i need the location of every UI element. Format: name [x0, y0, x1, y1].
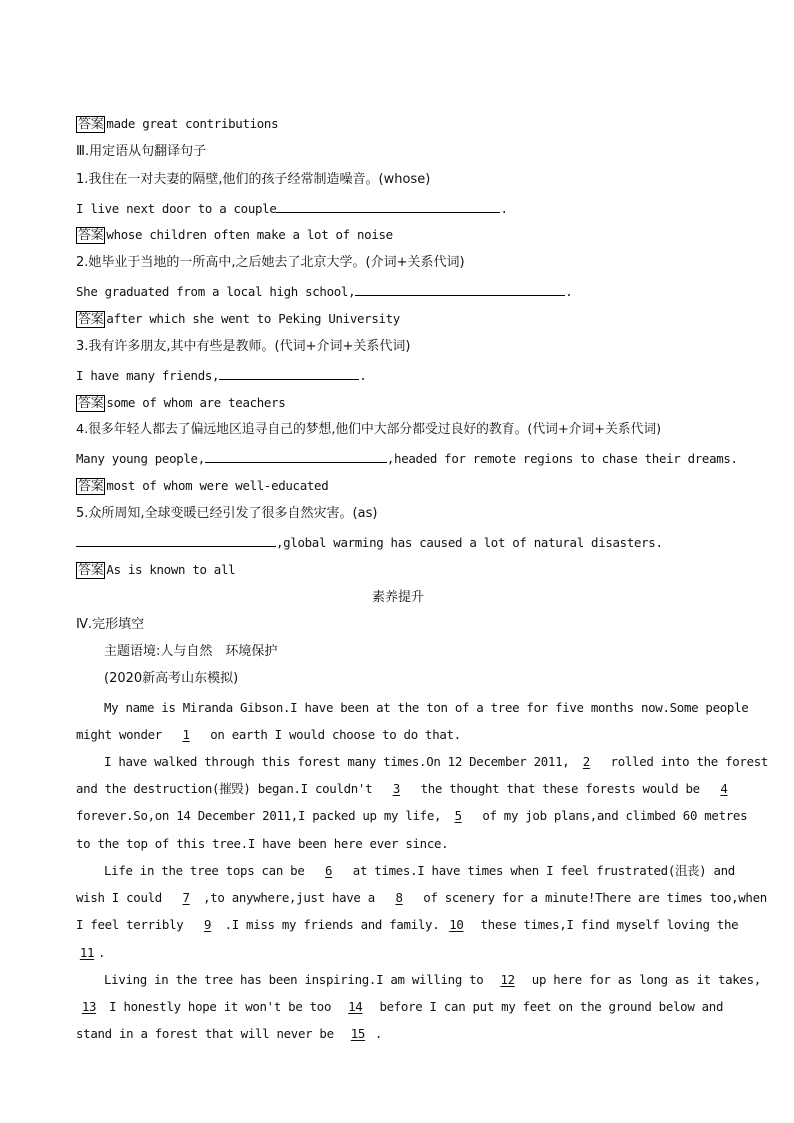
blank-14: 14 — [348, 999, 363, 1014]
answer-line-1 — [76, 226, 720, 244]
passage-text: . — [374, 1026, 383, 1041]
blank-3: 3 — [392, 781, 400, 796]
passage-line — [76, 998, 724, 1016]
passage-line: My name is Miranda Gibson.I have been at the ton of a tree for five months now.Some people — [104, 700, 749, 715]
answer-text: most of whom were well-educated — [106, 478, 329, 493]
passage-line — [76, 780, 728, 798]
question-1-english: I live next door to a couple . — [76, 201, 508, 216]
passage-line — [76, 944, 720, 962]
question-text: She graduated from a local high school, — [76, 284, 356, 299]
answer-blank — [355, 282, 565, 296]
question-text-tail: ,headed for remote regions to chase their dreams. — [386, 451, 738, 466]
answer-tag: 答案 — [78, 396, 104, 411]
blank-10: 10 — [449, 917, 464, 932]
answer-line-3 — [76, 394, 720, 412]
answer-text: some of whom are teachers — [106, 395, 286, 410]
answer-line-0 — [76, 115, 720, 133]
answer-text: As is known to all — [106, 562, 236, 577]
answer-tag: 答案 — [78, 312, 104, 327]
blank-13: 13 — [81, 999, 97, 1014]
passage-text: I have walked through this forest many times.On 12 December 2011, — [104, 754, 570, 769]
passage-text: I honestly hope it won't be too — [102, 999, 339, 1014]
passage-text: up here for as long as it takes, — [524, 972, 761, 987]
blank-11: 11 — [79, 945, 95, 960]
passage-text: of scenery for a minute!There are times too,when — [416, 890, 767, 905]
answer-tag: 答案 — [78, 563, 104, 578]
question-4-english — [76, 449, 738, 468]
question-3-english: I have many friends, . — [76, 368, 367, 383]
passage-text: wish I could — [76, 890, 170, 905]
answer-tag: 答案 — [78, 479, 104, 494]
passage-text: rolled into the forest — [603, 754, 769, 769]
passage-text: the thought that these forests would be — [413, 781, 707, 796]
passage-text: at times.I have times when I feel frustrated(沮丧) and — [345, 863, 735, 878]
passage-text: before I can put my feet on the ground below and — [372, 999, 724, 1014]
passage-text: . — [98, 945, 106, 960]
passage-line — [76, 971, 761, 989]
passage-text: forever.So,on 14 December 2011,I packed up my life, — [76, 808, 442, 823]
answer-tag: 答案 — [78, 117, 104, 132]
question-5-chinese: 5.众所周知,全球变暖已经引发了很多自然灾害。(as) — [76, 506, 378, 521]
blank-6: 6 — [325, 863, 333, 878]
section-title-3: Ⅲ.用定语从句翻译句子 — [76, 144, 207, 159]
answer-blank — [219, 366, 359, 380]
subsection-title: 素养提升 — [371, 590, 424, 605]
answer-tag: 答案 — [78, 228, 104, 243]
passage-line — [76, 753, 769, 771]
answer-blank — [76, 533, 276, 547]
passage-text: and the destruction(摧毁) began.I couldn't — [76, 781, 380, 796]
answer-line-2 — [76, 310, 720, 328]
section-title-4: Ⅳ.完形填空 — [76, 617, 145, 632]
passage-text: might wonder — [76, 727, 170, 742]
passage-text: of my job plans,and climbed 60 metres — [475, 808, 748, 823]
passage-line — [76, 1025, 720, 1043]
question-text: I have many friends, — [76, 368, 220, 383]
blank-7: 7 — [182, 890, 190, 905]
passage-text: these times,I find myself loving the — [473, 917, 739, 932]
passage-line — [76, 807, 748, 825]
theme-line: 主题语境:人与自然 环境保护 — [104, 644, 278, 659]
passage-line — [76, 889, 767, 907]
blank-15: 15 — [350, 1026, 366, 1041]
question-2-english: She graduated from a local high school, . — [76, 284, 573, 299]
passage-text: on earth I would choose to do that. — [203, 727, 461, 742]
answer-line-5 — [76, 561, 720, 579]
blank-5: 5 — [454, 808, 462, 823]
passage-line — [76, 726, 720, 744]
blank-2: 2 — [582, 754, 590, 769]
blank-1: 1 — [182, 727, 190, 742]
passage-line — [76, 862, 735, 880]
question-1-chinese: 1.我住在一对夫妻的隔壁,他们的孩子经常制造噪音。(whose) — [76, 172, 431, 187]
question-text: Many young people, — [76, 451, 205, 466]
answer-text: whose children often make a lot of noise — [106, 227, 393, 242]
passage-text: .I miss my friends and family. — [224, 917, 440, 932]
question-3-chinese: 3.我有许多朋友,其中有些是教师。(代词+介词+关系代词) — [76, 339, 411, 354]
blank-9: 9 — [203, 917, 212, 932]
passage-text: I feel terribly — [76, 917, 191, 932]
question-text: I live next door to a couple — [76, 201, 277, 216]
blank-8: 8 — [395, 890, 403, 905]
answer-line-4 — [76, 477, 720, 495]
passage-text: Living in the tree has been inspiring.I am willing to — [104, 972, 491, 987]
answer-blank — [205, 449, 387, 463]
blank-4: 4 — [720, 781, 728, 796]
passage-text: Life in the tree tops can be — [104, 863, 312, 878]
answer-blank — [276, 199, 500, 213]
question-text: ,global warming has caused a lot of natural disasters. — [276, 535, 663, 550]
passage-line — [76, 916, 739, 934]
answer-text: after which she went to Peking University — [106, 311, 400, 326]
source-line: (2020新高考山东模拟) — [104, 671, 239, 686]
blank-12: 12 — [500, 972, 515, 987]
question-4-chinese: 4.很多年轻人都去了偏远地区追寻自己的梦想,他们中大部分都受过良好的教育。(代词+介词+关系代词) — [76, 422, 662, 437]
answer-text: made great contributions — [106, 116, 279, 131]
passage-text: ,to anywhere,just have a — [203, 890, 383, 905]
passage-line: to the top of this tree.I have been here ever since. — [76, 836, 449, 851]
passage-text: stand in a forest that will never be — [76, 1026, 341, 1041]
question-5-english — [76, 533, 720, 552]
question-2-chinese: 2.她毕业于当地的一所高中,之后她去了北京大学。(介词+关系代词) — [76, 255, 465, 270]
